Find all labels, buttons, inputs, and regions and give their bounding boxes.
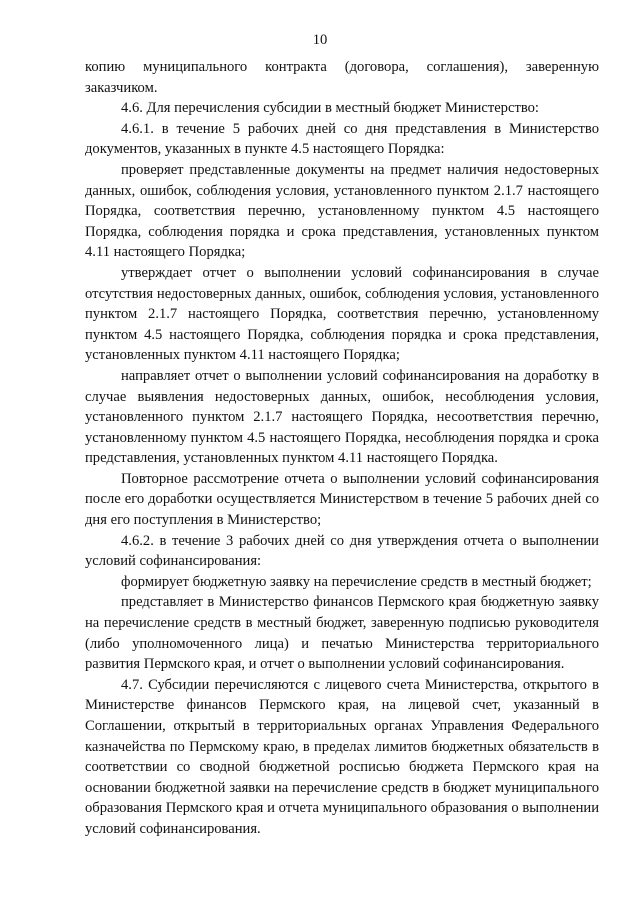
paragraph: 4.6.2. в течение 3 рабочих дней со дня утверждения отчета о выполнении условий софинансирования: — [85, 532, 599, 570]
paragraph: представляет в Министерство финансов Пермского края бюджетную заявку на перечисление средств в местный бюджет, заверенную подписью руководителя (либо уполномоченного лица) и печатью Министерства территориального развития Пермского края, и отчет о выполнении условий софинансирования. — [85, 594, 599, 673]
document-body — [85, 57, 599, 840]
paragraph: копию муниципального контракта (договора, соглашения), заверенную заказчиком. — [85, 59, 599, 96]
paragraph: формирует бюджетную заявку на перечисление средств в местный бюджет; — [121, 573, 592, 590]
paragraph: утверждает отчет о выполнении условий софинансирования в случае отсутствия недостоверных данных, ошибок, соблюдения условия, установленного пунктом 2.1.7 настоящего Порядка, соответствия перечню, установленному пунктом 4.5 настоящего Порядка, соблюдения порядка и срока представления, установленных пунктом 4.11 настоящего Порядка; — [85, 264, 599, 364]
paragraph: Повторное рассмотрение отчета о выполнении условий софинансирования после его доработки осуществляется Министерством в течение 5 рабочих дней со дня его поступления в Министерство; — [85, 470, 599, 529]
page-number: 10 — [312, 32, 328, 48]
paragraph: проверяет представленные документы на предмет наличия недостоверных данных, ошибок, соблюдения условия, установленного пунктом 2.1.7 настоящего Порядка, соответствия перечню, установленному пунктом 4.5 настоящего Порядка, соблюдения порядка и срока представления, установленных пунктом 4.11 настоящего Порядка; — [85, 161, 599, 261]
paragraph: 4.6. Для перечисления субсидии в местный бюджет Министерство: — [121, 100, 539, 117]
paragraph: 4.6.1. в течение 5 рабочих дней со дня представления в Министерство документов, указанных в пункте 4.5 настоящего Порядка: — [85, 120, 599, 158]
paragraph: 4.7. Субсидии перечисляются с лицевого счета Министерства, открытого в Министерстве финансов Пермского края, на лицевой счет, указанный в Соглашении, открытый в территориальных органах Управления Федерального казначейства по Пермскому краю, в пределах лимитов бюджетных обязательств в соответствии со сводной бюджетной росписью бюджета Пермского края на основании бюджетной заявки на перечисление средств в бюджет муниципального образования Пермского края и отчета муниципального образования о выполнении условий софинансирования. — [85, 676, 599, 837]
paragraph: направляет отчет о выполнении условий софинансирования на доработку в случае выявления недостоверных данных, ошибок, несоблюдения условия, установленного пунктом 2.1.7 настоящего Порядка, несоответствия перечню, установленному пунктом 4.5 настоящего Порядка, несоблюдения порядка и срока представления, установленных пунктом 4.11 настоящего Порядка. — [85, 367, 599, 467]
